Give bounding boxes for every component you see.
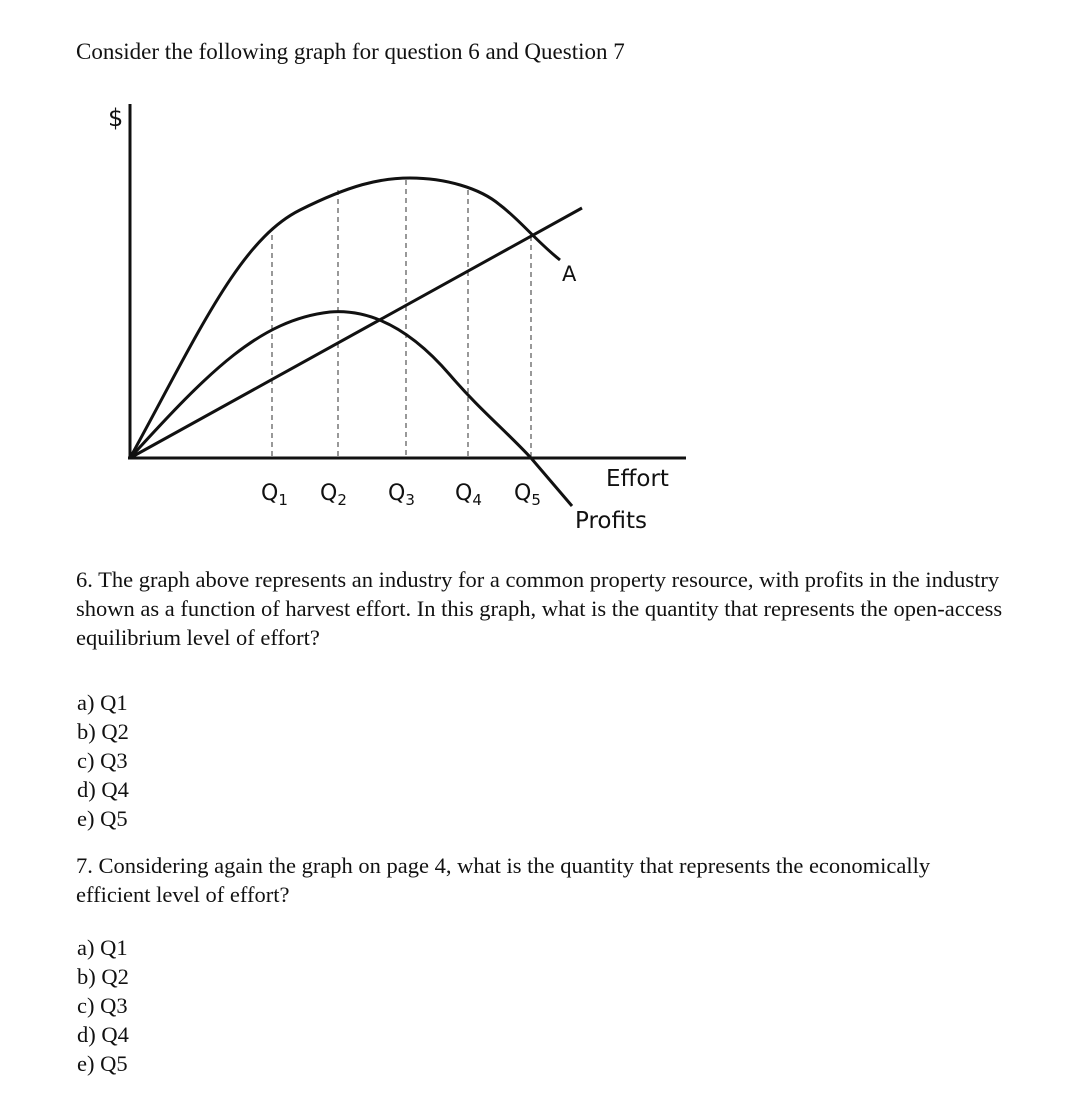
option-q6-b[interactable]: b) Q2 xyxy=(77,719,129,744)
question-6-options xyxy=(76,688,1006,833)
question-7-text: 7. Considering again the graph on page 4, what is the quantity that represents the economically efficient level of effort? xyxy=(76,853,931,907)
x-axis-label: Effort xyxy=(606,466,669,492)
intro-text: Consider the following graph for question 6 and Question 7 xyxy=(76,39,625,64)
option-q6-a[interactable]: a) Q1 xyxy=(77,690,128,715)
option-q6-d[interactable]: d) Q4 xyxy=(77,777,129,802)
tick-label-q5: $Q_5$ xyxy=(514,481,541,509)
tick-label-q3: $Q_3$ xyxy=(388,481,415,509)
option-q7-d[interactable]: d) Q4 xyxy=(77,1022,129,1047)
tick-label-q1: $Q_1$ xyxy=(261,481,288,509)
option-q7-b[interactable]: b) Q2 xyxy=(77,964,129,989)
option-q7-e[interactable]: e) Q5 xyxy=(77,1051,128,1076)
y-axis-label: $ xyxy=(108,104,124,132)
profits-label: Profits xyxy=(575,508,647,534)
question-6 xyxy=(76,565,1006,833)
question-6-text: 6. The graph above represents an industry for a common property resource, with profits in the industry shown as a function of harvest effort. In this graph, what is the quantity that represents the open-access equilibrium level of effort? xyxy=(76,567,1003,650)
profit-curve xyxy=(130,312,572,506)
option-q7-a[interactable]: a) Q1 xyxy=(77,935,128,960)
question-7 xyxy=(76,851,1006,1078)
option-q7-c[interactable]: c) Q3 xyxy=(77,993,128,1018)
point-a-label: A xyxy=(562,262,577,286)
tick-label-q2: $Q_2$ xyxy=(320,481,347,509)
option-q6-e[interactable]: e) Q5 xyxy=(77,806,128,831)
tick-label-q4: $Q_4$ xyxy=(455,481,482,509)
option-q6-c[interactable]: c) Q3 xyxy=(77,748,128,773)
revenue-curve xyxy=(130,178,560,458)
question-7-options xyxy=(76,933,1006,1078)
